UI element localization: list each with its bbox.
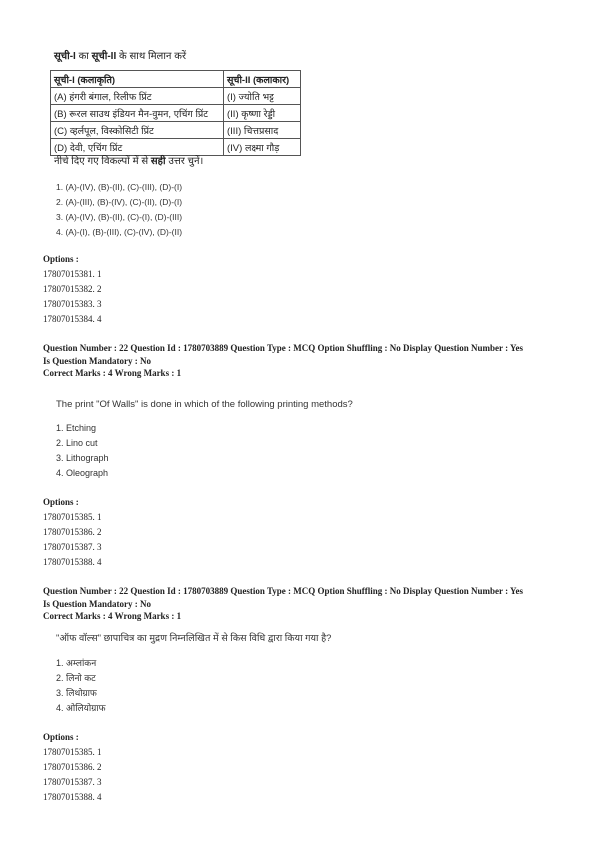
option-id: 17807015388. 4 [43, 792, 102, 802]
choice-item: 2. लिनो कट [56, 673, 96, 683]
table-cell: (III) चित्तप्रसाद [224, 122, 301, 139]
heading-connector: का [75, 51, 92, 62]
choice-item: 1. Etching [56, 423, 97, 433]
table-row [51, 88, 301, 105]
meta-line: Question Number : 22 Question Id : 1780703889 Question Type : MCQ Option Shuffling : No Display Question Number : Yes [43, 586, 524, 596]
choice-item: 3. Lithograph [56, 453, 109, 463]
option-id: 17807015386. 2 [43, 762, 102, 772]
table-row [51, 105, 301, 122]
table-cell: (I) ज्योति भट्ट [224, 88, 301, 105]
options-label: Options : [43, 732, 79, 742]
header-list-2: सूची-II (कलाकार) [224, 71, 301, 88]
choice-item: 4. ओलियोग्राफ [56, 703, 106, 713]
match-heading [54, 48, 186, 62]
match-table-header [51, 71, 301, 88]
instruction-text: नीचे दिए गए विकल्पों में से [54, 156, 151, 167]
option-id: 17807015382. 2 [43, 284, 102, 294]
option-id: 17807015381. 1 [43, 269, 102, 279]
option-id: 17807015385. 1 [43, 747, 102, 757]
option-id: 17807015388. 4 [43, 557, 102, 567]
meta-line: Is Question Mandatory : No [43, 355, 152, 366]
header-list-1: सूची-I (कलाकृति) [51, 71, 224, 88]
match-table [50, 70, 301, 156]
option-id: 17807015384. 4 [43, 314, 102, 324]
table-cell: (B) रूरल साउथ इंडियन मैन-वुमन, एचिंग प्रिंट [51, 105, 224, 122]
list-2-label: सूची-II [91, 51, 117, 62]
q22-en-choices [56, 421, 109, 481]
q21-options [43, 252, 102, 327]
options-label: Options : [43, 254, 79, 264]
meta-line: Correct Marks : 4 Wrong Marks : 1 [43, 368, 182, 378]
q22-en-meta [43, 342, 558, 380]
table-cell: (A) हंगरी बंगाल, रिलीफ प्रिंट [51, 88, 224, 105]
list-1-label: सूची-I [54, 51, 76, 62]
q22-hi-options [43, 730, 102, 805]
table-cell: (IV) लक्ष्मा गौड़ [224, 139, 301, 156]
instruction-suffix: उत्तर चुनें। [165, 156, 204, 167]
meta-line: Question Number : 22 Question Id : 1780703889 Question Type : MCQ Option Shuffling : No Display Question Number : Yes [43, 343, 524, 353]
meta-line: Correct Marks : 4 Wrong Marks : 1 [43, 611, 182, 621]
q22-hi-meta [43, 585, 558, 623]
meta-line: Is Question Mandatory : No [43, 598, 152, 609]
choice-item: 1. (A)-(IV), (B)-(II), (C)-(III), (D)-(I) [56, 182, 183, 192]
instruction-emphasis: सही [150, 156, 166, 167]
q22-hi-choices [56, 656, 106, 716]
q22-en-options [43, 495, 102, 570]
option-id: 17807015387. 3 [43, 777, 102, 787]
q21-choices [56, 180, 182, 240]
choice-item: 3. लिथोग्राफ [56, 688, 97, 698]
choice-item: 4. Oleograph [56, 468, 109, 478]
option-id: 17807015383. 3 [43, 299, 102, 309]
choice-item: 2. Lino cut [56, 438, 98, 448]
choice-item: 1. अम्लांकन [56, 658, 97, 668]
options-label: Options : [43, 497, 79, 507]
answer-instruction [54, 153, 203, 167]
table-cell: (II) कृष्णा रेड्डी [224, 105, 301, 122]
table-cell: (D) देवी, एचिंग प्रिंट [51, 139, 224, 156]
q22-en-question: The print "Of Walls" is done in which of the following printing methods? [56, 399, 353, 410]
option-id: 17807015385. 1 [43, 512, 102, 522]
table-row [51, 122, 301, 139]
q22-hi-question: "ऑफ वॉल्स" छापाचित्र का मुद्रण निम्नलिखित में से किस विधि द्वारा किया गया है? [56, 633, 332, 644]
table-cell: (C) व्हर्लपूल, विस्कोसिटी प्रिंट [51, 122, 224, 139]
choice-item: 2. (A)-(III), (B)-(IV), (C)-(II), (D)-(I) [56, 197, 183, 207]
choice-item: 3. (A)-(IV), (B)-(II), (C)-(I), (D)-(III) [56, 212, 183, 222]
choice-item: 4. (A)-(I), (B)-(III), (C)-(IV), (D)-(II) [56, 227, 183, 237]
heading-suffix: के साथ मिलान करें [116, 51, 187, 62]
option-id: 17807015386. 2 [43, 527, 102, 537]
option-id: 17807015387. 3 [43, 542, 102, 552]
